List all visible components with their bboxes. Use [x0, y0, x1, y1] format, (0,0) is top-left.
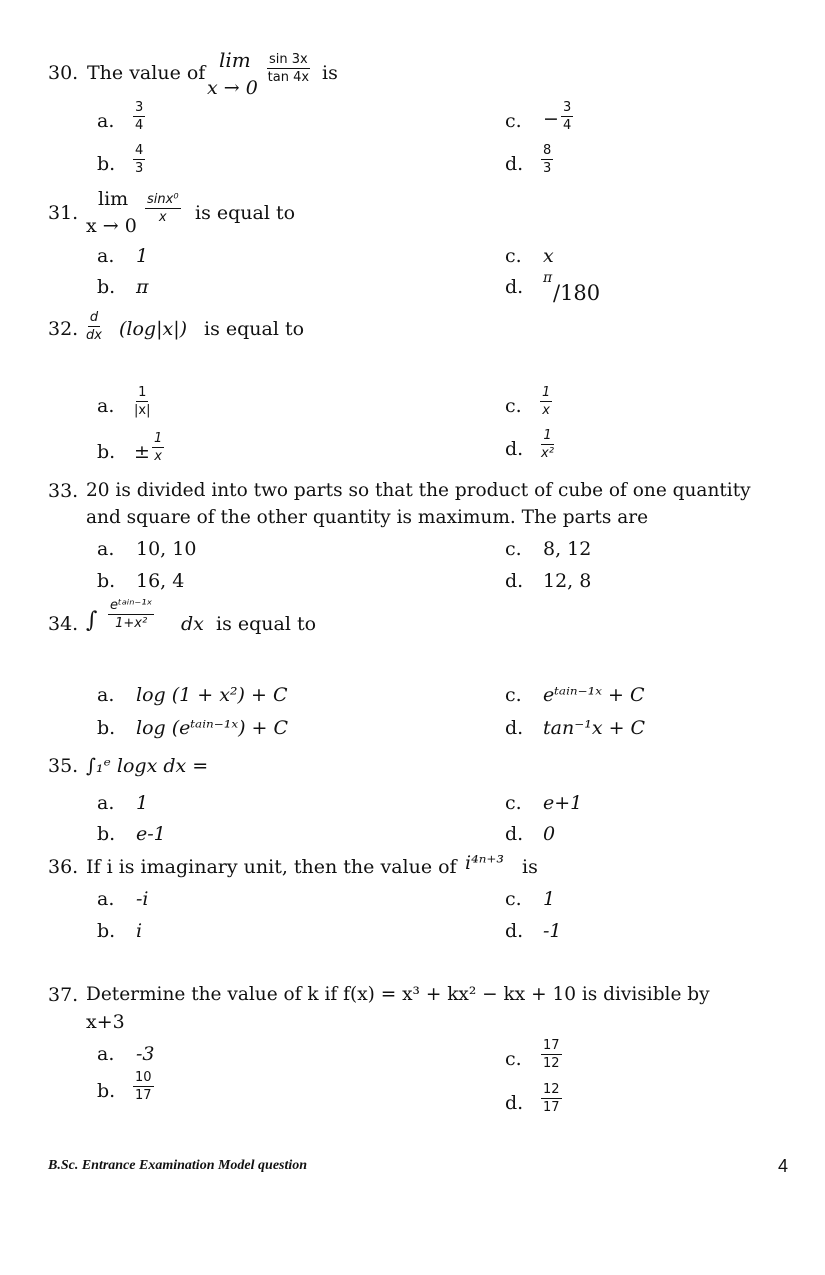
- denominator: 4: [135, 118, 144, 133]
- option-d-label: d.: [505, 570, 524, 592]
- option-c-label: c.: [505, 888, 522, 910]
- denominator: tan 4x: [267, 70, 310, 85]
- denominator: 3: [135, 161, 144, 176]
- minus-sign: −: [543, 108, 559, 130]
- option-a-label: a.: [97, 395, 115, 417]
- option-b-label: b.: [97, 441, 116, 463]
- denominator: 17: [135, 1088, 152, 1103]
- numerator: 1: [542, 385, 551, 400]
- numerator: 1: [154, 431, 163, 446]
- option-a-value: -3: [136, 1043, 155, 1065]
- option-a-value: 1: [136, 792, 149, 814]
- option-b-value: log (eᵗᵃⁱⁿ⁻¹ˣ) + C: [136, 717, 289, 739]
- option-a-value: log (1 + x²) + C: [136, 684, 288, 706]
- question-suffix: is: [322, 62, 338, 84]
- question-suffix: is equal to: [195, 202, 296, 224]
- option-a-label: a.: [97, 684, 115, 706]
- numerator: 17: [543, 1038, 560, 1053]
- option-c-label: c.: [505, 1048, 522, 1070]
- numerator: 3: [135, 100, 144, 115]
- option-d-value: -1: [543, 920, 562, 942]
- option-b-label: b.: [97, 920, 116, 942]
- derivative-fraction: [86, 310, 102, 343]
- option-a-label: a.: [97, 538, 115, 560]
- expression: i⁴ⁿ⁺³: [465, 852, 505, 874]
- option-a-label: a.: [97, 110, 115, 132]
- question-number: 33.: [48, 480, 79, 502]
- option-d-fraction: [541, 143, 553, 176]
- numerator: 10: [135, 1070, 152, 1085]
- option-b-value: i: [136, 920, 143, 942]
- numerator: eᵗᵃⁱⁿ⁻¹ˣ: [110, 598, 153, 613]
- question-number: 35.: [48, 755, 79, 777]
- option-d-fraction: [541, 1082, 562, 1115]
- question-number: 30.: [48, 62, 79, 84]
- question-number: 32.: [48, 318, 79, 340]
- option-c-label: c.: [505, 538, 522, 560]
- option-b-fraction: [152, 431, 164, 464]
- option-c-value: 8, 12: [543, 538, 592, 560]
- option-d-label: d.: [505, 920, 524, 942]
- option-a-label: a.: [97, 792, 115, 814]
- integrand-fraction: [108, 598, 154, 631]
- option-a-fraction: [134, 385, 150, 418]
- option-a-fraction: [133, 100, 145, 133]
- denominator: x: [542, 403, 550, 418]
- denominator: x: [154, 449, 162, 464]
- limit-subscript: x → 0: [207, 77, 258, 99]
- option-c-fraction: [561, 100, 573, 133]
- option-a-label: a.: [97, 888, 115, 910]
- option-d-value: /180: [553, 281, 601, 305]
- denominator: x²: [541, 446, 554, 461]
- option-b-label: b.: [97, 570, 116, 592]
- option-b-fraction: [133, 1070, 154, 1103]
- question-text: The value of: [87, 62, 206, 84]
- option-d-label: d.: [505, 438, 524, 460]
- question-suffix: is equal to: [216, 613, 317, 635]
- question-number: 34.: [48, 613, 79, 635]
- numerator: d: [89, 310, 99, 325]
- numerator: sinx⁰: [147, 192, 179, 207]
- question-text-line-1: Determine the value of k if f(x) = x³ + kx² − kx + 10 is divisible by: [86, 984, 710, 1005]
- differential: dx: [181, 613, 204, 635]
- option-b-label: b.: [97, 1080, 116, 1102]
- option-b-label: b.: [97, 717, 116, 739]
- option-b-label: b.: [97, 823, 116, 845]
- numerator: sin 3x: [269, 52, 308, 67]
- option-b-label: b.: [97, 276, 116, 298]
- option-d-label: d.: [505, 1092, 524, 1114]
- option-b-value: 16, 4: [136, 570, 185, 592]
- page-number: 4: [778, 1156, 789, 1176]
- denominator: 17: [543, 1100, 560, 1115]
- denominator: 3: [543, 161, 552, 176]
- denominator: x: [158, 210, 167, 225]
- integral-sign: ∫: [86, 608, 98, 633]
- option-a-value: -i: [136, 888, 149, 910]
- option-c-label: c.: [505, 395, 522, 417]
- question-number: 36.: [48, 856, 79, 878]
- question-text-line-1: 20 is divided into two parts so that the product of cube of one quantity: [86, 480, 751, 501]
- limit-subscript: x → 0: [86, 215, 137, 237]
- denominator: 1+x²: [115, 616, 148, 631]
- question-text: If i is imaginary unit, then the value of: [86, 856, 457, 878]
- option-c-label: c.: [505, 684, 522, 706]
- option-b-fraction: [133, 143, 145, 176]
- denominator: |x|: [134, 403, 151, 418]
- expression: (log|x|): [119, 318, 188, 340]
- question-number: 37.: [48, 984, 79, 1006]
- expression: ∫₁ᵉ logx dx =: [86, 755, 209, 777]
- numerator: 1: [138, 385, 147, 400]
- option-d-label: d.: [505, 717, 524, 739]
- option-d-label: d.: [505, 153, 524, 175]
- limit-fraction: [267, 52, 310, 85]
- option-d-label: d.: [505, 823, 524, 845]
- option-d-value: tan⁻¹x + C: [543, 717, 646, 739]
- option-b-value: π: [136, 276, 149, 298]
- numerator: 12: [543, 1082, 560, 1097]
- option-c-value: eᵗᵃⁱⁿ⁻¹ˣ + C: [543, 684, 645, 706]
- option-a-label: a.: [97, 245, 115, 267]
- limit-label: lim: [98, 188, 129, 210]
- question-suffix: is: [522, 856, 538, 878]
- question-number: 31.: [48, 202, 79, 224]
- numerator: 1: [543, 428, 552, 443]
- option-c-value: x: [543, 245, 554, 267]
- denominator: dx: [86, 328, 102, 343]
- option-c-label: c.: [505, 110, 522, 132]
- option-d-label: d.: [505, 276, 524, 298]
- option-a-value: 1: [136, 245, 149, 267]
- denominator: 12: [543, 1056, 560, 1071]
- option-d-value: 12, 8: [543, 570, 592, 592]
- plus-minus-sign: ±: [134, 441, 150, 463]
- limit-label: lim: [219, 48, 251, 72]
- denominator: 4: [563, 118, 572, 133]
- option-c-fraction: [541, 1038, 562, 1071]
- numerator: 3: [563, 100, 572, 115]
- option-a-label: a.: [97, 1043, 115, 1065]
- option-b-label: b.: [97, 153, 116, 175]
- option-a-value: 10, 10: [136, 538, 197, 560]
- option-d-fraction: [541, 428, 554, 461]
- option-c-value: 1: [543, 888, 556, 910]
- option-c-label: c.: [505, 245, 522, 267]
- question-suffix: is equal to: [204, 318, 305, 340]
- option-d-pi: π: [543, 270, 553, 286]
- option-d-value: 0: [543, 823, 556, 845]
- footer-text: B.Sc. Entrance Examination Model question: [48, 1158, 308, 1173]
- question-text-line-2: and square of the other quantity is maximum. The parts are: [86, 507, 649, 528]
- question-text-line-2: x+3: [86, 1011, 125, 1033]
- option-c-value: e+1: [543, 792, 583, 814]
- limit-fraction: [145, 192, 181, 225]
- option-c-label: c.: [505, 792, 522, 814]
- option-c-fraction: [540, 385, 552, 418]
- option-b-value: e-1: [136, 823, 166, 845]
- numerator: 4: [135, 143, 144, 158]
- numerator: 8: [543, 143, 552, 158]
